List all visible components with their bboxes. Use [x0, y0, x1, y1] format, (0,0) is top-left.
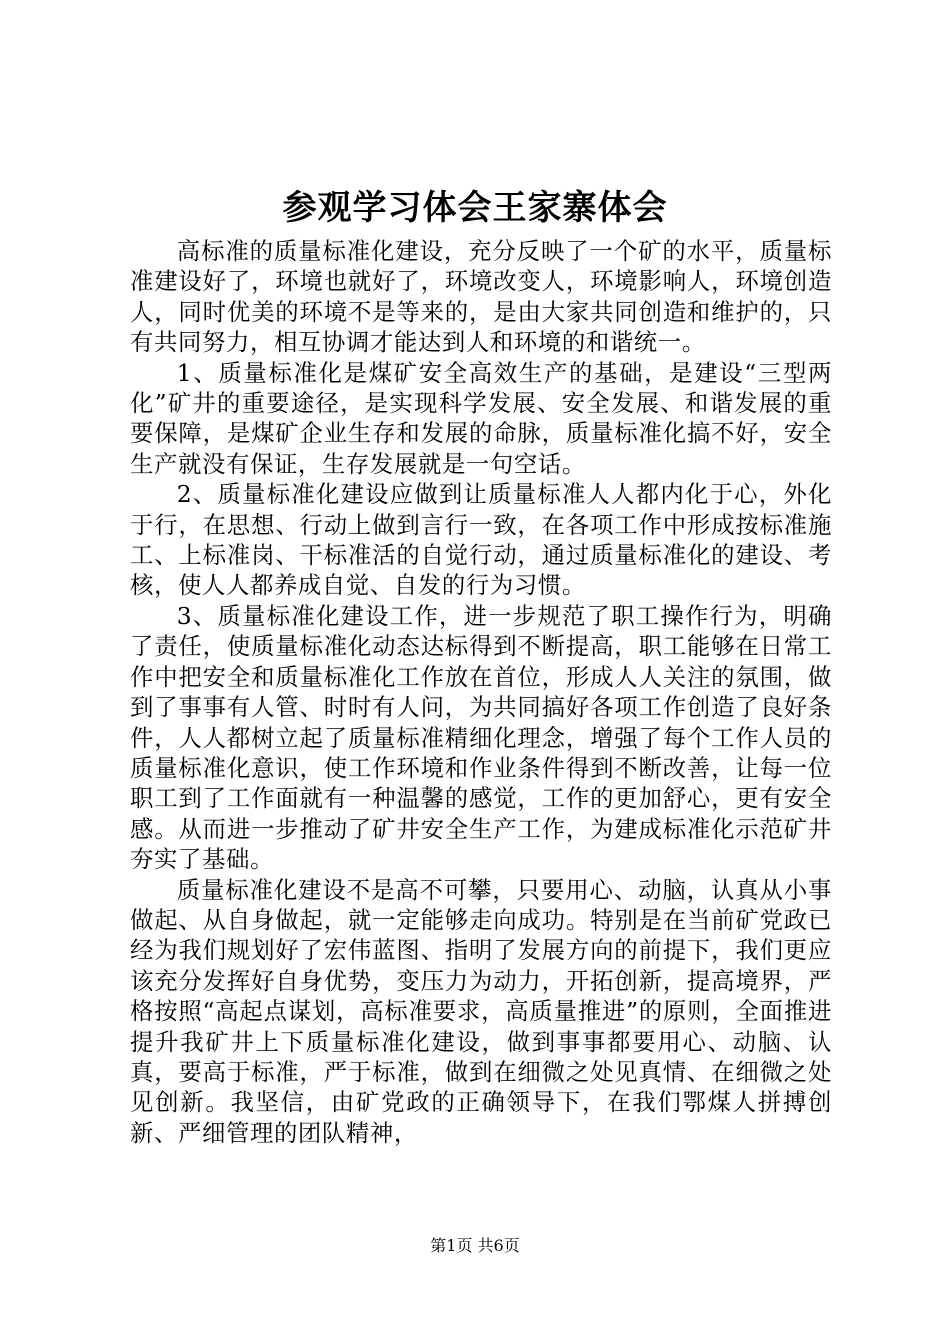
paragraph-point-3: 3、质量标准化建设工作，进一步规范了职工操作行为，明确了责任，使质量标准化动态达标得到不断提高，职工能够在日常工作中把安全和质量标准化工作放在首位，形成人人关注的氛围，做到了事事有人管、时时有人问，为共同搞好各项工作创造了良好条件，人人都树立起了质量标准精细化理念，增强了每个工作人员的质量标准化意识，使工作环境和作业条件得到不断改善，让每一位职工到了工作面就有一种温馨的感觉，工作的更加舒心，更有安全感。从而进一步推动了矿井安全生产工作，为建成标准化示范矿井夯实了基础。 — [130, 601, 832, 874]
paragraph-point-2: 2、质量标准化建设应做到让质量标准人人都内化于心，外化于行，在思想、行动上做到言行一致，在各项工作中形成按标准施工、上标准岗、干标准活的自觉行动，通过质量标准化的建设、考核，使人人都养成自觉、自发的行为习惯。 — [130, 480, 832, 600]
paragraph-conclusion: 质量标准化建设不是高不可攀，只要用心、动脑，认真从小事做起、从自身做起，就一定能够走向成功。特别是在当前矿党政已经为我们规划好了宏伟蓝图、指明了发展方向的前提下，我们更应该充分发挥好自身优势，变压力为动力，开拓创新，提高境界，严格按照“高起点谋划，高标准要求，高质量推进”的原则，全面推进提升我矿井上下质量标准化建设，做到事事都要用心、动脑、认真，要高于标准，严于标准，做到在细微之处见真情、在细微之处见创新。我坚信，由矿党政的正确领导下，在我们鄂煤人拼搏创新、严细管理的团队精神， — [130, 875, 832, 1147]
paragraph-point-1: 1、质量标准化是煤矿安全高效生产的基础，是建设“三型两化”矿井的重要途径，是实现科学发展、安全发展、和谐发展的重要保障，是煤矿企业生存和发展的命脉，质量标准化搞不好，安全生产就没有保证，生存发展就是一句空话。 — [130, 358, 832, 478]
document-body — [130, 236, 832, 1148]
paragraph-intro: 高标准的质量标准化建设，充分反映了一个矿的水平，质量标准建设好了，环境也就好了，环境改变人，环境影响人，环境创造人，同时优美的环境不是等来的，是由大家共同创造和维护的，只有共同努力，相互协调才能达到人和环境的和谐统一。 — [130, 237, 832, 357]
page-number-footer: 第1页 共6页 — [430, 1236, 520, 1255]
document-title: 参观学习体会王家寨体会 — [282, 188, 668, 228]
